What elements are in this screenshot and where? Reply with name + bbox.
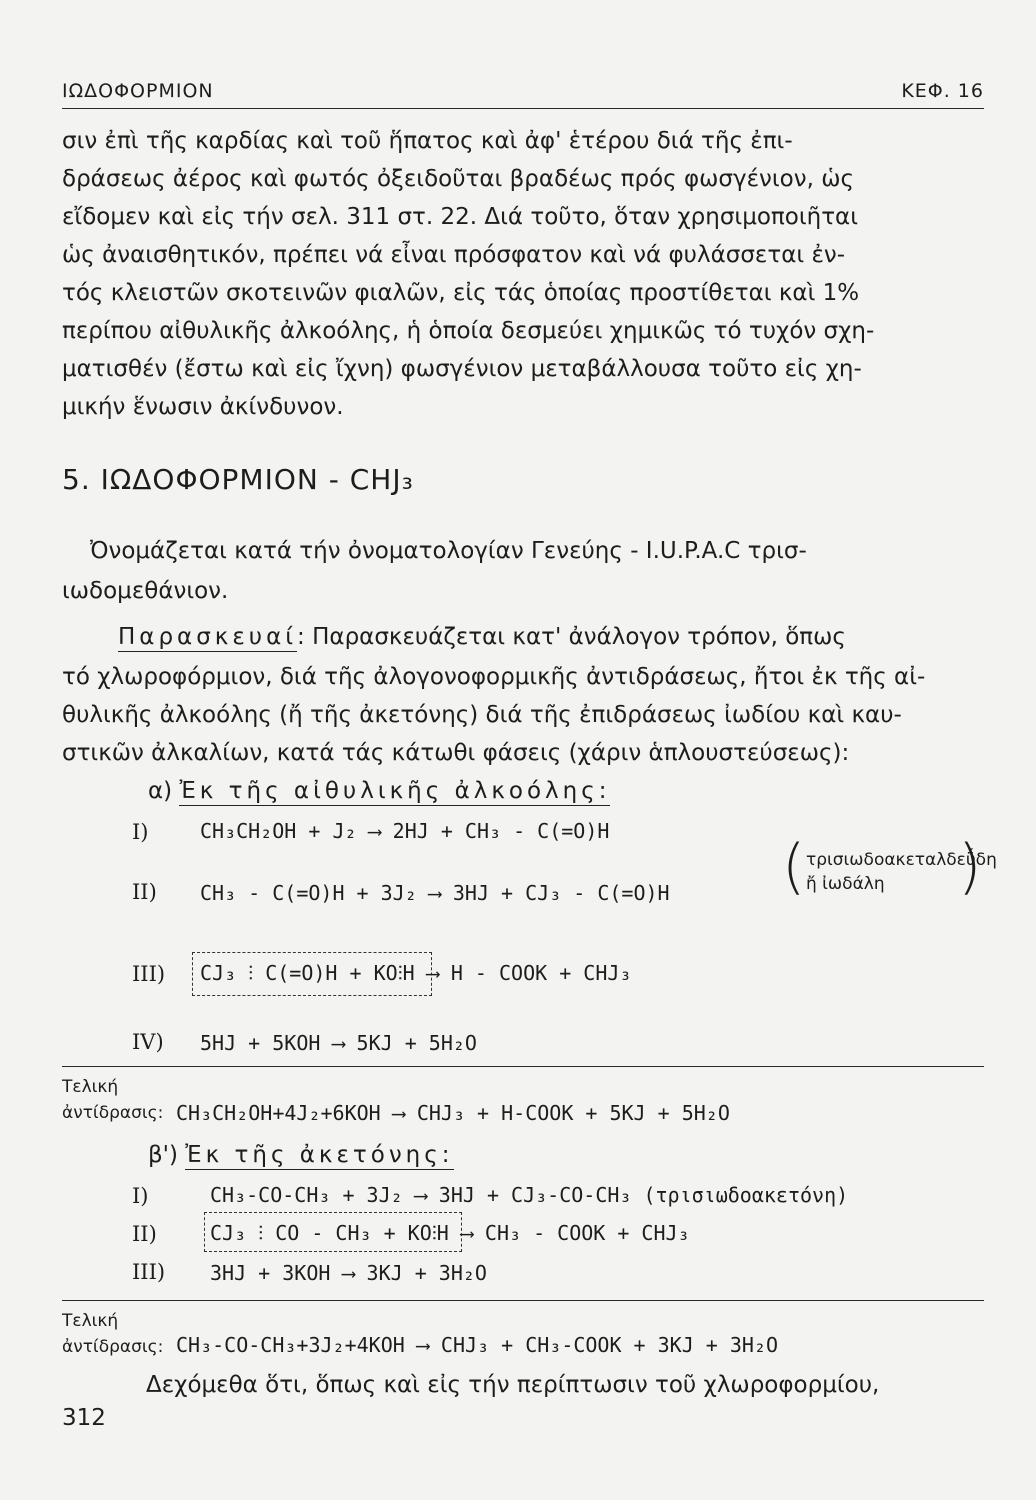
final-label: ἀντίδρασις: (62, 1103, 164, 1123)
final-label: ἀντίδρασις: (62, 1337, 164, 1357)
part-b-heading: Ἐκ τῆς ἀκετόνης: (185, 1142, 454, 1168)
text-line: μικήν ἕνωσιν ἀκίνδυνον. (62, 394, 344, 420)
reaction-number: III) (132, 962, 166, 986)
reaction-number: III) (132, 1260, 166, 1284)
text-line: Δεχόμεθα ὅτι, ὅπως καὶ εἰς τήν περίπτωσιν τοῦ χλωροφορμίου, (146, 1372, 880, 1398)
text-line: εἴδομεν καὶ εἰς τήν σελ. 311 στ. 22. Διά τοῦτο, ὅταν χρησιμοποιῆται (62, 204, 858, 230)
part-b-label: β') (148, 1142, 178, 1168)
chapter-label: ΚΕΦ. 16 (901, 80, 984, 102)
part-a-heading-line (148, 776, 610, 806)
prep-line (118, 622, 846, 652)
text-line: Ὀνομάζεται κατά τήν ὀνοματολογίαν Γενεύης - I.U.P.A.C τρισ- (90, 538, 807, 564)
text-line: ὡς ἀναισθητικόν, πρέπει νά εἶναι πρόσφατον καὶ νά φυλάσσεται ἐν- (62, 242, 846, 268)
text-line: δράσεως ἀέρος καὶ φωτός ὀξειδοῦται βραδέως πρός φωσγένιον, ὡς (62, 166, 854, 192)
bracket-right: ) (958, 832, 982, 902)
part-a-heading: Ἐκ τῆς αἰθυλικῆς ἀλκοόλης: (179, 778, 611, 804)
final-equation: CH₃-CO-CH₃+3J₂+4KOH ⟶ CHJ₃ + CH₃-COOK + 3KJ + 3H₂O (176, 1333, 779, 1357)
reaction-equation: CH₃CH₂OH + J₂ ⟶ 2HJ + CH₃ - C(=O)H (200, 819, 610, 843)
text-line: τός κλειστῶν σκοτεινῶν φιαλῶν, εἰς τάς ὁποίας προστίθεται καὶ 1% (62, 280, 860, 306)
reaction-number: II) (132, 1222, 157, 1246)
reaction-equation: CJ₃ ⫶ C(=O)H + KO⫶H ⟶ H - COOK + CHJ₃ (200, 961, 632, 985)
final-equation: CH₃CH₂OH+4J₂+6KOH ⟶ CHJ₃ + H-COOK + 5KJ + 5H₂O (176, 1101, 730, 1125)
reaction-equation: 5HJ + 5KOH ⟶ 5KJ + 5H₂O (200, 1031, 477, 1055)
page-number: 312 (62, 1405, 106, 1431)
running-header (62, 80, 984, 106)
section-title: 5. ΙΩΔΟΦΟΡΜΙΟΝ - CHJ₃ (62, 463, 414, 496)
header-rule (62, 108, 984, 109)
final-label: Τελική (62, 1077, 119, 1097)
part-b-heading-line (148, 1140, 454, 1170)
bracket-left: ( (782, 832, 806, 902)
side-note: τρισιωδοακεταλδεΰδη (806, 850, 997, 870)
section-rule (62, 1300, 984, 1301)
text-line: ιωδομεθάνιον. (62, 578, 229, 604)
reaction-number: II) (132, 880, 157, 904)
section-rule (62, 1066, 984, 1067)
text-line: σιν ἐπὶ τῆς καρδίας καὶ τοῦ ἥπατος καὶ ἀφ' ἑτέρου διά τῆς ἐπι- (62, 128, 793, 154)
header-title: ΙΩΔΟΦΟΡΜΙΟΝ (62, 80, 214, 102)
reaction-equation: CH₃ - C(=O)H + 3J₂ ⟶ 3HJ + CJ₃ - C(=O)H (200, 881, 670, 905)
text-line: στικῶν ἀλκαλίων, κατά τάς κάτωθι φάσεις (χάριν ἁπλουστεύσεως): (62, 740, 850, 766)
reaction-equation: CH₃-CO-CH₃ + 3J₂ ⟶ 3HJ + CJ₃-CO-CH₃ (τρισιωδοακετόνη) (210, 1183, 849, 1207)
final-label: Τελική (62, 1311, 119, 1331)
text-line: θυλικῆς ἀλκοόλης (ἤ τῆς ἀκετόνης) διά τῆς ἐπιδράσεως ἰωδίου καὶ καυ- (62, 702, 902, 728)
reaction-number: IV) (132, 1030, 164, 1054)
text-line: ματισθέν (ἔστω καὶ εἰς ἴχνη) φωσγένιον μεταβάλλουσα τοῦτο εἰς χη- (62, 356, 862, 382)
reaction-number: I) (132, 1184, 149, 1208)
prep-text: : Παρασκευάζεται κατ' ἀνάλογον τρόπον, ὅπως (297, 624, 846, 650)
side-note: ἤ ἰωδάλη (806, 874, 885, 894)
text-line: τό χλωροφόρμιον, διά τῆς ἀλογονοφορμικῆς ἀντιδράσεως, ἤτοι ἐκ τῆς αἰ- (62, 664, 926, 690)
reaction-equation: CJ₃ ⫶ CO - CH₃ + KO⫶H ⟶ CH₃ - COOK + CHJ₃ (210, 1221, 690, 1245)
part-a-label: α) (148, 778, 173, 804)
reaction-number: I) (132, 820, 149, 844)
reaction-equation: 3HJ + 3KOH ⟶ 3KJ + 3H₂O (210, 1261, 487, 1285)
text-line: περίπου αἰθυλικῆς ἀλκοόλης, ἡ ὁποία δεσμεύει χημικῶς τό τυχόν σχη- (62, 318, 875, 344)
prep-heading: Παρασκευαί (118, 624, 298, 650)
